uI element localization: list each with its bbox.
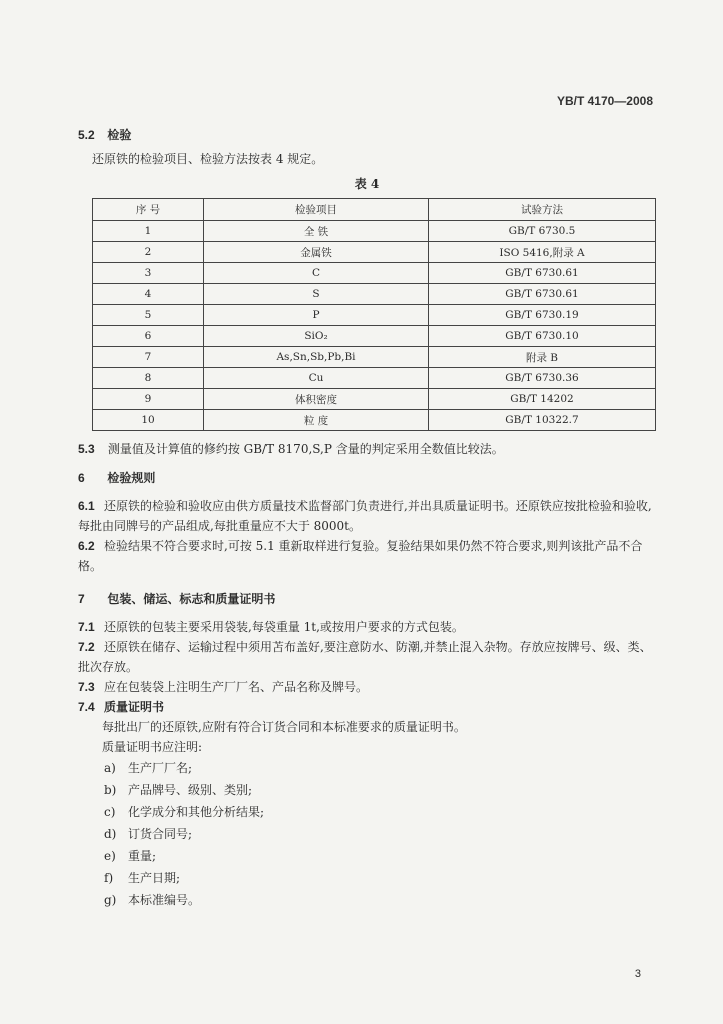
table-row: [93, 305, 656, 326]
table-cell: 4: [93, 284, 204, 305]
list-label: g): [104, 893, 117, 907]
section-7-3: [78, 677, 656, 697]
section-number: 6: [78, 471, 85, 485]
section-body: 还原铁的包装主要采用袋装,每袋重量 1t,或按用户要求的方式包装。: [104, 620, 464, 634]
header-cell: 试验方法: [429, 199, 656, 221]
table-cell: GB/T 6730.61: [429, 263, 656, 284]
section-number: 6.1: [78, 499, 95, 513]
section-title: 包装、储运、标志和质量证明书: [107, 592, 276, 606]
list-label: f): [104, 871, 114, 885]
section-7-heading: [78, 590, 656, 607]
list-text: 本标准编号。: [128, 893, 201, 907]
section-6-heading: [78, 469, 656, 486]
section-6-2: [78, 536, 656, 576]
table-caption: 表 4: [354, 177, 380, 191]
table-cell: GB/T 6730.36: [429, 368, 656, 389]
table-cell: 10: [93, 410, 204, 431]
table-cell: 附录 B: [429, 347, 656, 368]
table-cell: Cu: [204, 368, 429, 389]
section-title: 质量证明书: [104, 700, 165, 714]
list-item: [78, 801, 656, 823]
inspection-table: [92, 198, 656, 431]
section-number: 5.2: [78, 128, 95, 142]
table-cell: 9: [93, 389, 204, 410]
standard-code: YB/T 4170—2008: [556, 94, 653, 108]
table-row: [93, 242, 656, 263]
list-text: 化学成分和其他分析结果;: [128, 805, 265, 819]
section-7-4-heading: [78, 697, 656, 717]
certificate-items-list: [78, 757, 656, 911]
table-row: [93, 410, 656, 431]
table-cell: As,Sn,Sb,Pb,Bi: [204, 347, 429, 368]
table-cell: 8: [93, 368, 204, 389]
list-item: [78, 823, 656, 845]
table-cell: 全 铁: [204, 221, 429, 242]
section-5-3: [78, 439, 656, 459]
list-label: a): [104, 761, 116, 775]
list-label: c): [104, 805, 116, 819]
table-cell: 粒 度: [204, 410, 429, 431]
table-row: [93, 389, 656, 410]
table-cell: S: [204, 284, 429, 305]
table-cell: 2: [93, 242, 204, 263]
section-5-2-body: 还原铁的检验项目、检验方法按表 4 规定。: [92, 152, 324, 166]
table-cell: 体积密度: [204, 389, 429, 410]
list-item: [78, 757, 656, 779]
table-cell: GB/T 6730.61: [429, 284, 656, 305]
section-7-2: [78, 637, 656, 677]
section-title: 检验规则: [107, 471, 156, 485]
list-label: b): [104, 783, 117, 797]
section-number: 7.4: [78, 700, 95, 714]
document-body: [78, 126, 656, 911]
section-7-1: [78, 617, 656, 637]
list-label: d): [104, 827, 117, 841]
list-text: 生产日期;: [128, 871, 181, 885]
list-item: [78, 845, 656, 867]
table-row: [93, 347, 656, 368]
table-row: [93, 263, 656, 284]
list-text: 生产厂厂名;: [128, 761, 193, 775]
section-number: 5.3: [78, 442, 95, 456]
table-cell: 6: [93, 326, 204, 347]
section-body: 应在包装袋上注明生产厂厂名、产品名称及牌号。: [104, 680, 369, 694]
list-item: [78, 889, 656, 911]
section-number: 7.2: [78, 640, 95, 654]
page-number: 3: [634, 968, 641, 980]
table-cell: ISO 5416,附录 A: [429, 242, 656, 263]
section-6-1: [78, 496, 656, 536]
section-body: 还原铁在储存、运输过程中须用苫布盖好,要注意防水、防潮,并禁止混入杂物。存放应按牌号、级、类、批次存放。: [78, 640, 652, 674]
table-cell: 5: [93, 305, 204, 326]
table-cell: GB/T 14202: [429, 389, 656, 410]
section-body: 测量值及计算值的修约按 GB/T 8170,S,P 含量的判定采用全数值比较法。: [107, 442, 504, 456]
table-cell: 7: [93, 347, 204, 368]
table-cell: 1: [93, 221, 204, 242]
table-cell: P: [204, 305, 429, 326]
section-7-4-body2: 质量证明书应注明:: [102, 740, 203, 754]
section-number: 7.1: [78, 620, 95, 634]
table-cell: SiO₂: [204, 326, 429, 347]
table-cell: GB/T 6730.19: [429, 305, 656, 326]
header-cell: 序 号: [93, 199, 204, 221]
list-text: 重量;: [128, 849, 157, 863]
list-item: [78, 779, 656, 801]
table-cell: GB/T 6730.10: [429, 326, 656, 347]
list-label: e): [104, 849, 116, 863]
list-text: 订货合同号;: [128, 827, 193, 841]
section-body: 还原铁的检验和验收应由供方质量技术监督部门负责进行,并出具质量证明书。还原铁应按批检验和验收,每批由同牌号的产品组成,每批重量应不大于 8000t。: [78, 499, 652, 533]
section-title: 检验: [107, 128, 132, 142]
table-cell: C: [204, 263, 429, 284]
table-cell: GB/T 10322.7: [429, 410, 656, 431]
table-row: [93, 368, 656, 389]
table-cell: GB/T 6730.5: [429, 221, 656, 242]
list-text: 产品牌号、级别、类别;: [128, 783, 253, 797]
table-row: [93, 284, 656, 305]
section-number: 7: [78, 592, 85, 606]
section-5-2-heading: [78, 126, 656, 143]
section-7-4-body: 每批出厂的还原铁,应附有符合订货合同和本标准要求的质量证明书。: [102, 720, 466, 734]
header-cell: 检验项目: [204, 199, 429, 221]
table-row: [93, 326, 656, 347]
section-number: 7.3: [78, 680, 95, 694]
table-cell: 金属铁: [204, 242, 429, 263]
table-cell: 3: [93, 263, 204, 284]
section-number: 6.2: [78, 539, 95, 553]
list-item: [78, 867, 656, 889]
table-header-row: [93, 199, 656, 221]
section-body: 检验结果不符合要求时,可按 5.1 重新取样进行复验。复验结果如果仍然不符合要求,则判该批产品不合格。: [78, 539, 643, 573]
table-row: [93, 221, 656, 242]
